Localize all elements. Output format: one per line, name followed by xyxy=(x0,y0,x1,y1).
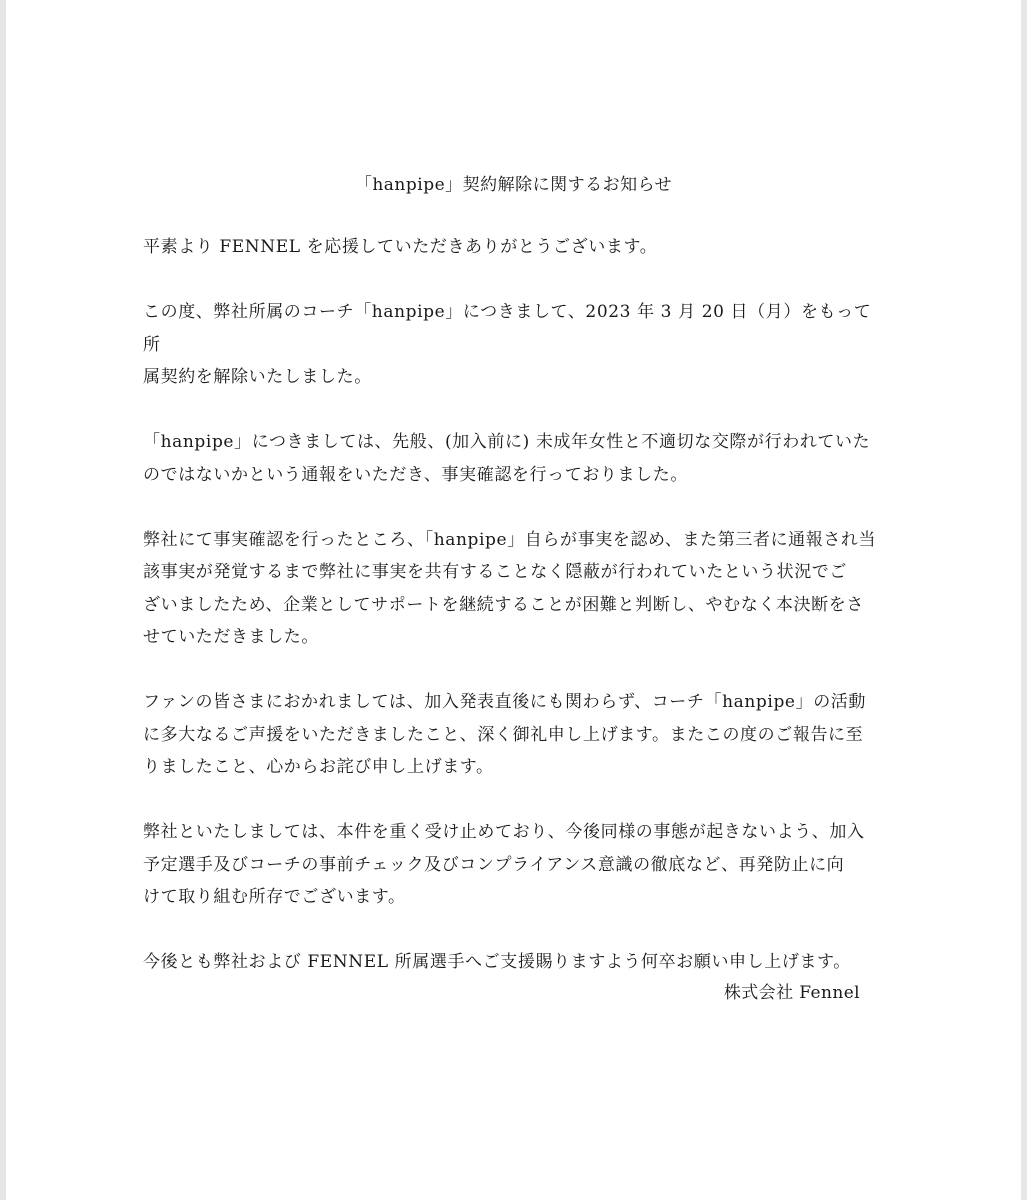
paragraph-greeting: 平素より FENNEL を応援していただきありがとうございます。 xyxy=(143,237,658,257)
paragraph-prevention: 弊社といたしましては、本件を重く受け止めており、今後同様の事態が起きないよう、加入 予定選手及びコーチの事前チェック及びコンプライアンス意識の徹底など、再発防止に向 けて取り組む所存でございます。 xyxy=(143,822,865,907)
paragraph-fans-apology: ファンの皆さまにおかれましては、加入発表直後にも関わらず、コーチ「hanpipe」の活動 に多大なるご声援をいただきましたこと、深く御礼申し上げます。またこの度のご報告に至 りましたこと、心からお詫び申し上げます。 xyxy=(143,692,866,777)
notice-body xyxy=(143,231,888,1011)
notice-title: 「hanpipe」契約解除に関するお知らせ xyxy=(354,175,673,195)
paragraph-report: 「hanpipe」につきましては、先般、(加入前に) 未成年女性と不適切な交際が行われていた のではないかという通報をいただき、事実確認を行っておりました。 xyxy=(143,432,871,485)
company-signature: 株式会社 Fennel xyxy=(723,983,860,1003)
paragraph-findings: 弊社にて事実確認を行ったところ、「hanpipe」自らが事実を認め、また第三者に通報され当 該事実が発覚するまで弊社に事実を共有することなく隠蔽が行われていたという状況でご ざいましたため、企業としてサポートを継続することが困難と判断し、やむなく本決断をさ せていただきました。 xyxy=(143,529,877,647)
paragraph-closing: 今後とも弊社および FENNEL 所属選手へご支援賜りますよう何卒お願い申し上げます。 xyxy=(143,952,851,972)
paragraph-contract-termination: この度、弊社所属のコーチ「hanpipe」につきまして、2023 年 3 月 20 日（月）をもって所 属契約を解除いたしました。 xyxy=(143,302,872,387)
